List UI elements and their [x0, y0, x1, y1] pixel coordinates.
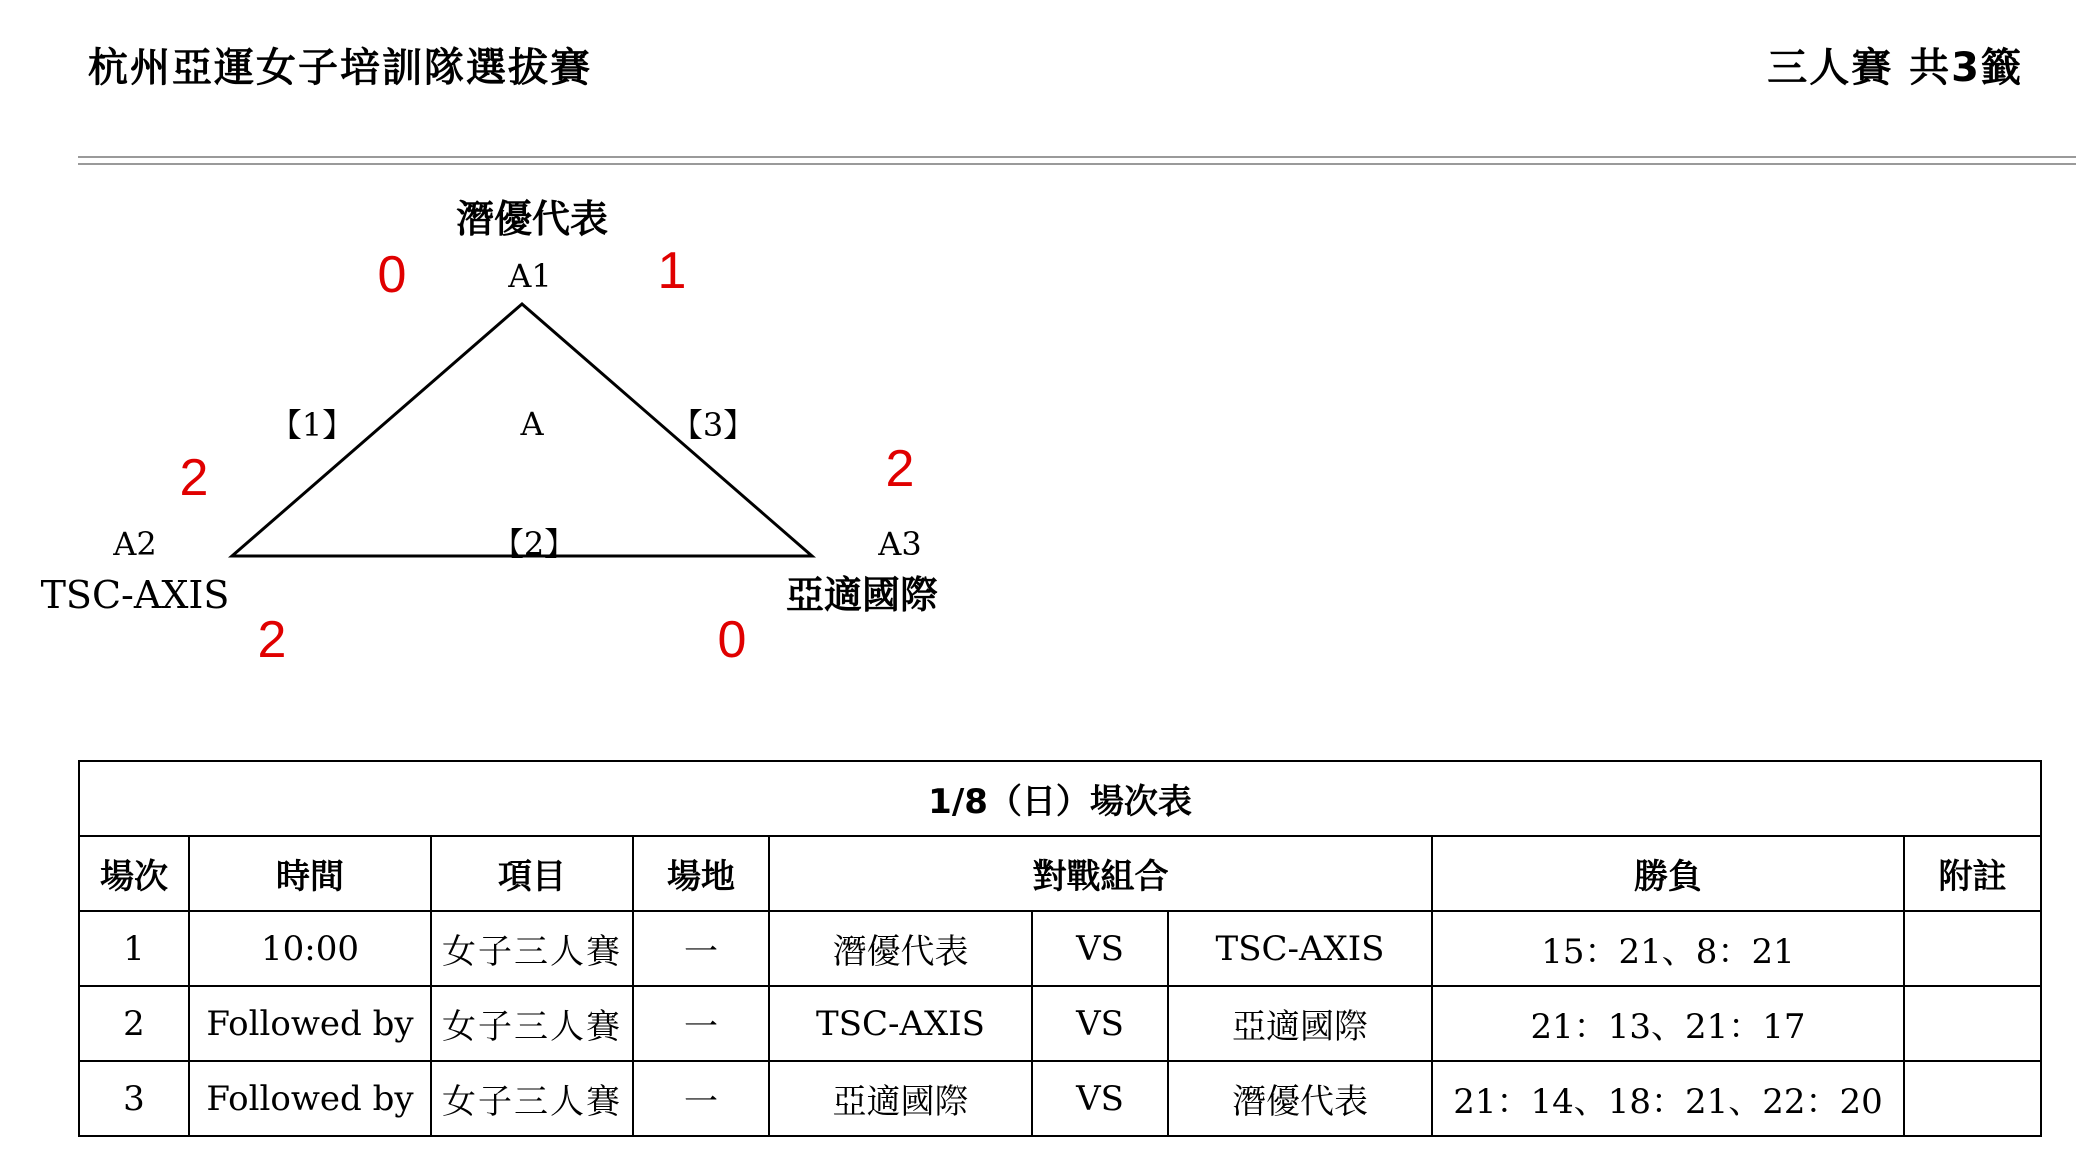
cell-order: 1 [79, 911, 189, 986]
cell-event: 女子三人賽 [431, 1061, 633, 1136]
col-header-venue: 場地 [633, 836, 769, 911]
draw-info: 三人賽 共3籤 [1767, 45, 2023, 91]
score-a1-vs-a2: 0 [377, 246, 407, 304]
schedule-caption: 1/8（日）場次表 [79, 761, 2041, 836]
cell-vs: VS [1032, 986, 1168, 1061]
match-label-2: 【2】 [491, 525, 577, 563]
cell-time: Followed by [189, 986, 431, 1061]
cell-result: 21：14、18：21、22：20 [1432, 1061, 1904, 1136]
cell-team1: 潛優代表 [769, 911, 1032, 986]
cell-venue: 一 [633, 1061, 769, 1136]
team-name-a3: 亞適國際 [785, 573, 939, 617]
cell-order: 3 [79, 1061, 189, 1136]
seed-label-a2: A2 [113, 525, 157, 563]
team-name-a1: 潛優代表 [455, 197, 609, 241]
cell-vs: VS [1032, 911, 1168, 986]
match-schedule-table [78, 760, 2042, 1137]
cell-event: 女子三人賽 [431, 986, 633, 1061]
cell-note [1904, 911, 2041, 986]
seed-label-a3: A3 [878, 525, 922, 563]
col-header-order: 場次 [79, 836, 189, 911]
cell-event: 女子三人賽 [431, 911, 633, 986]
match-label-1: 【1】 [269, 406, 355, 444]
table-row [79, 1061, 2041, 1136]
score-a3-vs-a2: 0 [717, 611, 747, 669]
score-a1-vs-a3: 1 [657, 242, 687, 300]
group-label: A [520, 405, 544, 443]
page-title: 杭州亞運女子培訓隊選拔賽 [88, 45, 592, 91]
table-row [79, 911, 2041, 986]
cell-vs: VS [1032, 1061, 1168, 1136]
col-header-event: 項目 [431, 836, 633, 911]
col-header-result: 勝負 [1432, 836, 1904, 911]
team-name-a2: TSC-AXIS [40, 573, 230, 617]
cell-note [1904, 986, 2041, 1061]
table-row [79, 986, 2041, 1061]
cell-venue: 一 [633, 911, 769, 986]
table-header-row [79, 836, 2041, 911]
col-header-note: 附註 [1904, 836, 2041, 911]
cell-team2: 潛優代表 [1168, 1061, 1432, 1136]
match-label-3: 【3】 [670, 406, 756, 444]
cell-result: 21：13、21：17 [1432, 986, 1904, 1061]
cell-team2: 亞適國際 [1168, 986, 1432, 1061]
score-a2-vs-a3: 2 [257, 611, 287, 669]
cell-time: Followed by [189, 1061, 431, 1136]
cell-result: 15：21、8：21 [1432, 911, 1904, 986]
round-robin-bracket [0, 0, 1000, 700]
cell-venue: 一 [633, 986, 769, 1061]
cell-team1: TSC-AXIS [769, 986, 1032, 1061]
cell-team1: 亞適國際 [769, 1061, 1032, 1136]
cell-note [1904, 1061, 2041, 1136]
cell-time: 10:00 [189, 911, 431, 986]
seed-label-a1: A1 [508, 257, 552, 295]
table-caption-row [79, 761, 2041, 836]
col-header-matchup: 對戰組合 [769, 836, 1432, 911]
score-a3-vs-a1: 2 [885, 440, 915, 498]
col-header-time: 時間 [189, 836, 431, 911]
score-a2-vs-a1: 2 [179, 449, 209, 507]
cell-team2: TSC-AXIS [1168, 911, 1432, 986]
cell-order: 2 [79, 986, 189, 1061]
